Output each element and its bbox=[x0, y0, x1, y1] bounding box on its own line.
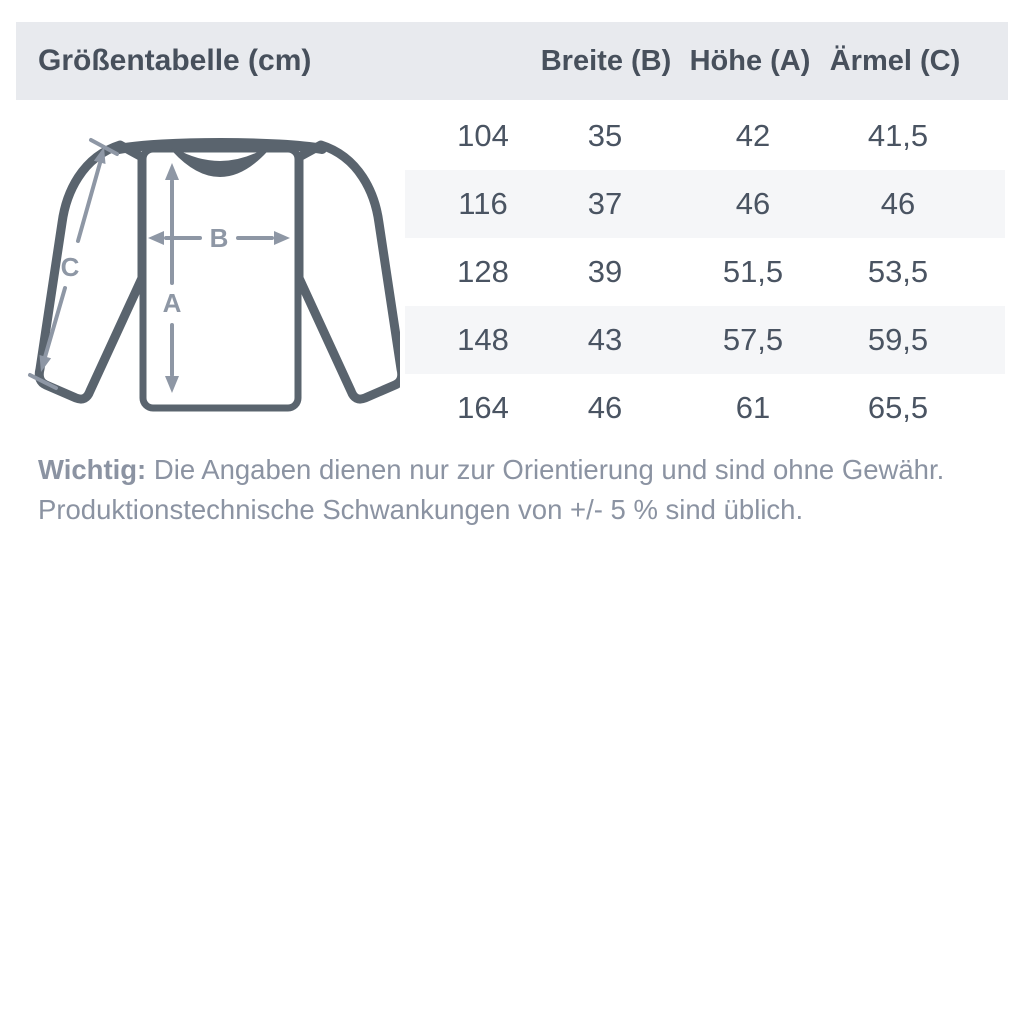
cell-aermel: 53,5 bbox=[867, 254, 929, 289]
dim-b-label: B bbox=[209, 223, 229, 253]
cell-aermel: 41,5 bbox=[867, 118, 929, 153]
dim-a-label: A bbox=[162, 288, 182, 318]
disclaimer-lead: Wichtig: bbox=[38, 454, 147, 485]
cell-hoehe: 42 bbox=[735, 118, 771, 153]
cell-aermel: 65,5 bbox=[867, 390, 929, 425]
cell-hoehe: 57,5 bbox=[722, 322, 784, 357]
cell-hoehe: 61 bbox=[735, 390, 771, 425]
cell-aermel: 59,5 bbox=[867, 322, 929, 357]
sweater-right-sleeve bbox=[299, 145, 400, 399]
cell-breite: 35 bbox=[587, 118, 623, 153]
disclaimer-line-2: Produktionstechnische Schwankungen von +/- 5 % sind üblich. bbox=[38, 493, 804, 525]
cell-hoehe: 51,5 bbox=[722, 254, 784, 289]
cell-size: 148 bbox=[457, 322, 509, 357]
cell-hoehe: 46 bbox=[735, 186, 771, 221]
cell-breite: 46 bbox=[587, 390, 623, 425]
column-header-hoehe: Höhe (A) bbox=[689, 45, 811, 77]
disclaimer-note bbox=[38, 450, 988, 529]
column-header-breite: Breite (B) bbox=[540, 45, 672, 77]
column-header-aermel: Ärmel (C) bbox=[829, 45, 961, 77]
cell-size: 164 bbox=[457, 390, 509, 425]
cell-breite: 37 bbox=[587, 186, 623, 221]
disclaimer-line-1 bbox=[38, 450, 988, 490]
disclaimer-line-1-text: Die Angaben dienen nur zur Orientierung und sind ohne Gewähr. bbox=[146, 454, 945, 485]
sweater-measurement-diagram bbox=[20, 135, 400, 435]
size-table-header-band bbox=[16, 22, 1008, 100]
cell-breite: 43 bbox=[587, 322, 623, 357]
cell-size: 128 bbox=[457, 254, 509, 289]
sweater-body bbox=[143, 149, 298, 408]
cell-size: 104 bbox=[457, 118, 509, 153]
dim-c-label: C bbox=[60, 252, 80, 282]
cell-breite: 39 bbox=[587, 254, 623, 289]
cell-size: 116 bbox=[458, 186, 508, 221]
size-table-title: Größentabelle (cm) bbox=[38, 44, 312, 77]
cell-aermel: 46 bbox=[880, 186, 916, 221]
sweater-left-sleeve bbox=[39, 145, 142, 399]
